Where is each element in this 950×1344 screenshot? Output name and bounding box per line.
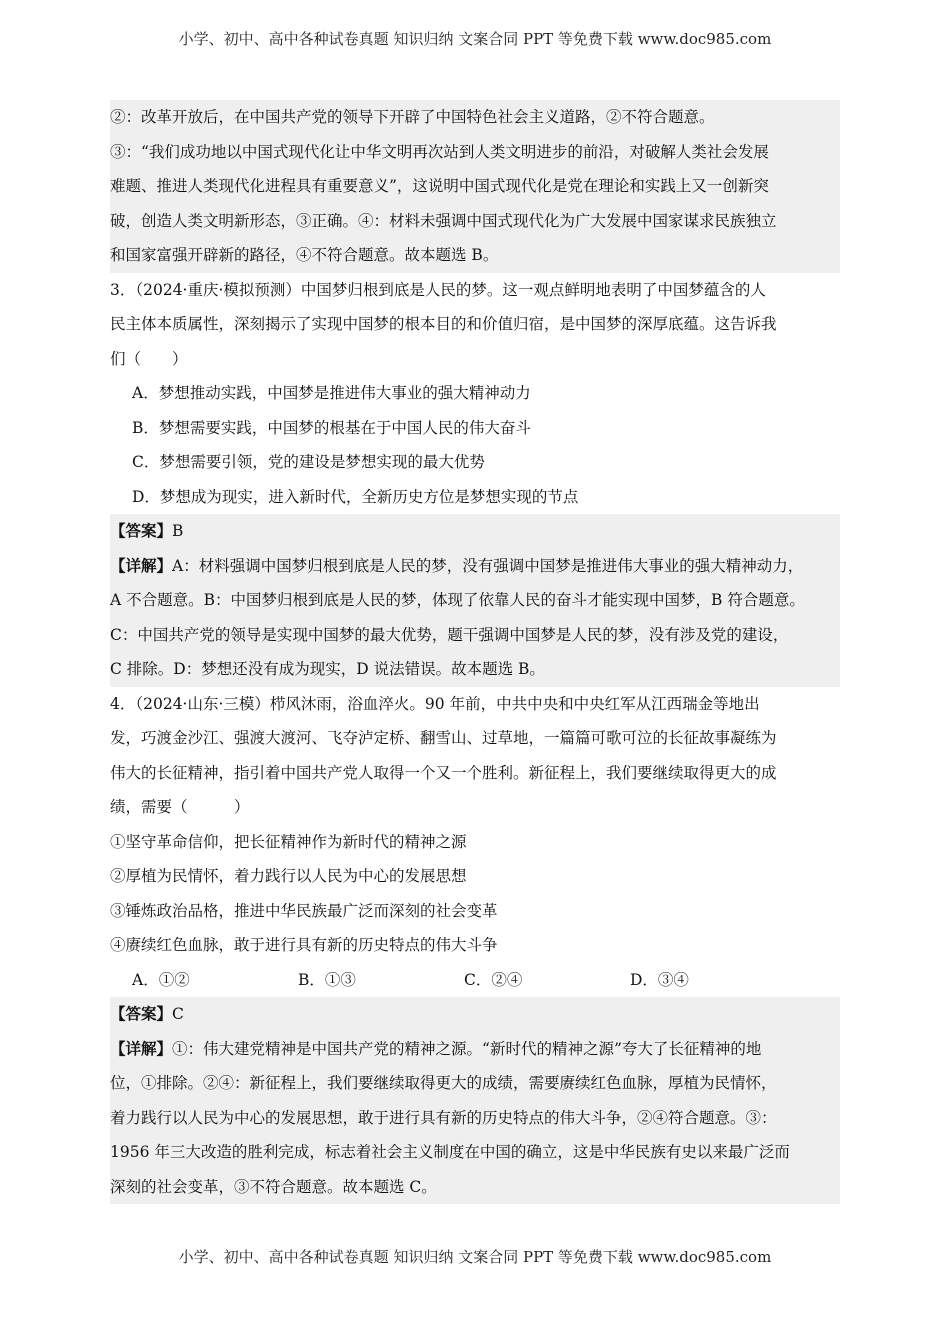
q4-detail-line	[110, 1032, 840, 1067]
q4-stem-line: 伟大的长征精神，指引着中国共产党人取得一个又一个胜利。新征程上，我们要继续取得更大的成	[110, 763, 777, 782]
q4-option-d: D．③④	[630, 970, 689, 989]
q3-option-c: C．梦想需要引领，党的建设是梦想实现的最大优势	[132, 453, 485, 471]
q4-detail-line: 1956 年三大改造的胜利完成，标志着社会主义制度在中国的确立，这是中华民族有史以来最广泛而	[110, 1143, 790, 1161]
q3-answer	[110, 514, 840, 549]
q3-answer-block	[110, 514, 840, 687]
q3-stem-line: 们（ ）	[110, 349, 188, 368]
q3-stem-line: 民主体本质属性，深刻揭示了实现中国梦的根本目的和价值归宿，是中国梦的深厚底蕴。这告诉我	[110, 315, 777, 333]
q4-option-c: C．②④	[464, 970, 523, 989]
q4-stem-line: 4．（2024·山东·三模）栉风沐雨，浴血淬火。90 年前，中共中央和中央红军从江西瑞金等地出	[110, 694, 760, 713]
q4-statement: ④赓续红色血脉，敢于进行具有新的历史特点的伟大斗争	[110, 936, 498, 954]
page-header: 小学、初中、高中各种试卷真题 知识归纳 文案合同 PPT 等免费下载 www.doc985.com	[178, 30, 772, 48]
detail-tag: 【详解】	[110, 1038, 173, 1058]
answer-tag: 【答案】	[110, 1004, 173, 1023]
q4-answer-block	[110, 997, 840, 1204]
q4-option-b: B．①③	[298, 970, 356, 989]
q4-detail-line: 深刻的社会变革，③不符合题意。故本题选 C。	[110, 1177, 437, 1196]
answer-value: C	[172, 1005, 184, 1023]
document-body	[110, 100, 840, 1204]
q3-option-b: B．梦想需要实践，中国梦的根基在于中国人民的伟大奋斗	[132, 418, 531, 437]
prev-detail-line: 破，创造人类文明新形态，③正确。④：材料未强调中国式现代化为广大发展中国家谋求民族独立	[110, 211, 777, 230]
q4-stem-line: 发，巧渡金沙江、强渡大渡河、飞夺泸定桥、翻雪山、过草地，一篇篇可歌可泣的长征故事凝练为	[110, 729, 777, 747]
q3-stem-line: 3．（2024·重庆·模拟预测）中国梦归根到底是人民的梦。这一观点鲜明地表明了中国梦蕴含的人	[110, 280, 766, 299]
answer-value: B	[172, 522, 184, 540]
question-3	[110, 273, 840, 687]
prev-detail-line: ③：“我们成功地以中国式现代化让中华文明再次站到人类文明进步的前沿，对破解人类社会发展	[110, 142, 769, 161]
answer-tag: 【答案】	[110, 521, 173, 540]
detail-text: A：材料强调中国梦归根到底是人民的梦，没有强调中国梦是推进伟大事业的强大精神动力，	[172, 556, 804, 575]
q3-option-a: A．梦想推动实践，中国梦是推进伟大事业的强大精神动力	[132, 384, 531, 402]
question-4	[110, 687, 840, 1205]
q4-statement: ①坚守革命信仰，把长征精神作为新时代的精神之源	[110, 832, 467, 851]
q3-detail-line: C 排除。D：梦想还没有成为现实，D 说法错误。故本题选 B。	[110, 660, 545, 678]
q3-detail-line: C：中国共产党的领导是实现中国梦的最大优势，题干强调中国梦是人民的梦，没有涉及党的建设，	[110, 625, 789, 644]
detail-tag: 【详解】	[110, 555, 173, 575]
q4-option-a: A．①②	[132, 970, 190, 989]
q3-detail-line	[110, 549, 840, 584]
prev-detail-block	[110, 100, 840, 273]
q4-statement: ③锤炼政治品格，推进中华民族最广泛而深刻的社会变革	[110, 901, 498, 920]
q4-statement: ②厚植为民情怀，着力践行以人民为中心的发展思想	[110, 867, 467, 885]
q4-answer	[110, 997, 840, 1032]
q3-detail-line: A 不合题意。B：中国梦归根到底是人民的梦，体现了依靠人民的奋斗才能实现中国梦，B 符合题意。	[110, 591, 805, 609]
page-footer: 小学、初中、高中各种试卷真题 知识归纳 文案合同 PPT 等免费下载 www.doc985.com	[178, 1248, 772, 1266]
q4-options-row	[110, 963, 840, 998]
detail-text: ①：伟大建党精神是中国共产党的精神之源。“新时代的精神之源”夸大了长征精神的地	[172, 1039, 762, 1058]
prev-detail-line: ②：改革开放后，在中国共产党的领导下开辟了中国特色社会主义道路，②不符合题意。	[110, 108, 715, 126]
q4-stem-line: 绩，需要（ ）	[110, 798, 250, 816]
q3-option-d: D．梦想成为现实，进入新时代，全新历史方位是梦想实现的节点	[132, 487, 579, 506]
prev-detail-line: 和国家富强开辟新的路径，④不符合题意。故本题选 B。	[110, 246, 499, 264]
prev-detail-line: 难题、推进人类现代化进程具有重要意义”，这说明中国式现代化是党在理论和实践上又一创新突	[110, 177, 769, 195]
q4-detail-line: 位，①排除。②④：新征程上，我们要继续取得更大的成绩，需要赓续红色血脉，厚植为民情怀，	[110, 1074, 777, 1092]
q4-detail-line: 着力践行以人民为中心的发展思想，敢于进行具有新的历史特点的伟大斗争，②④符合题意。③：	[110, 1108, 777, 1127]
